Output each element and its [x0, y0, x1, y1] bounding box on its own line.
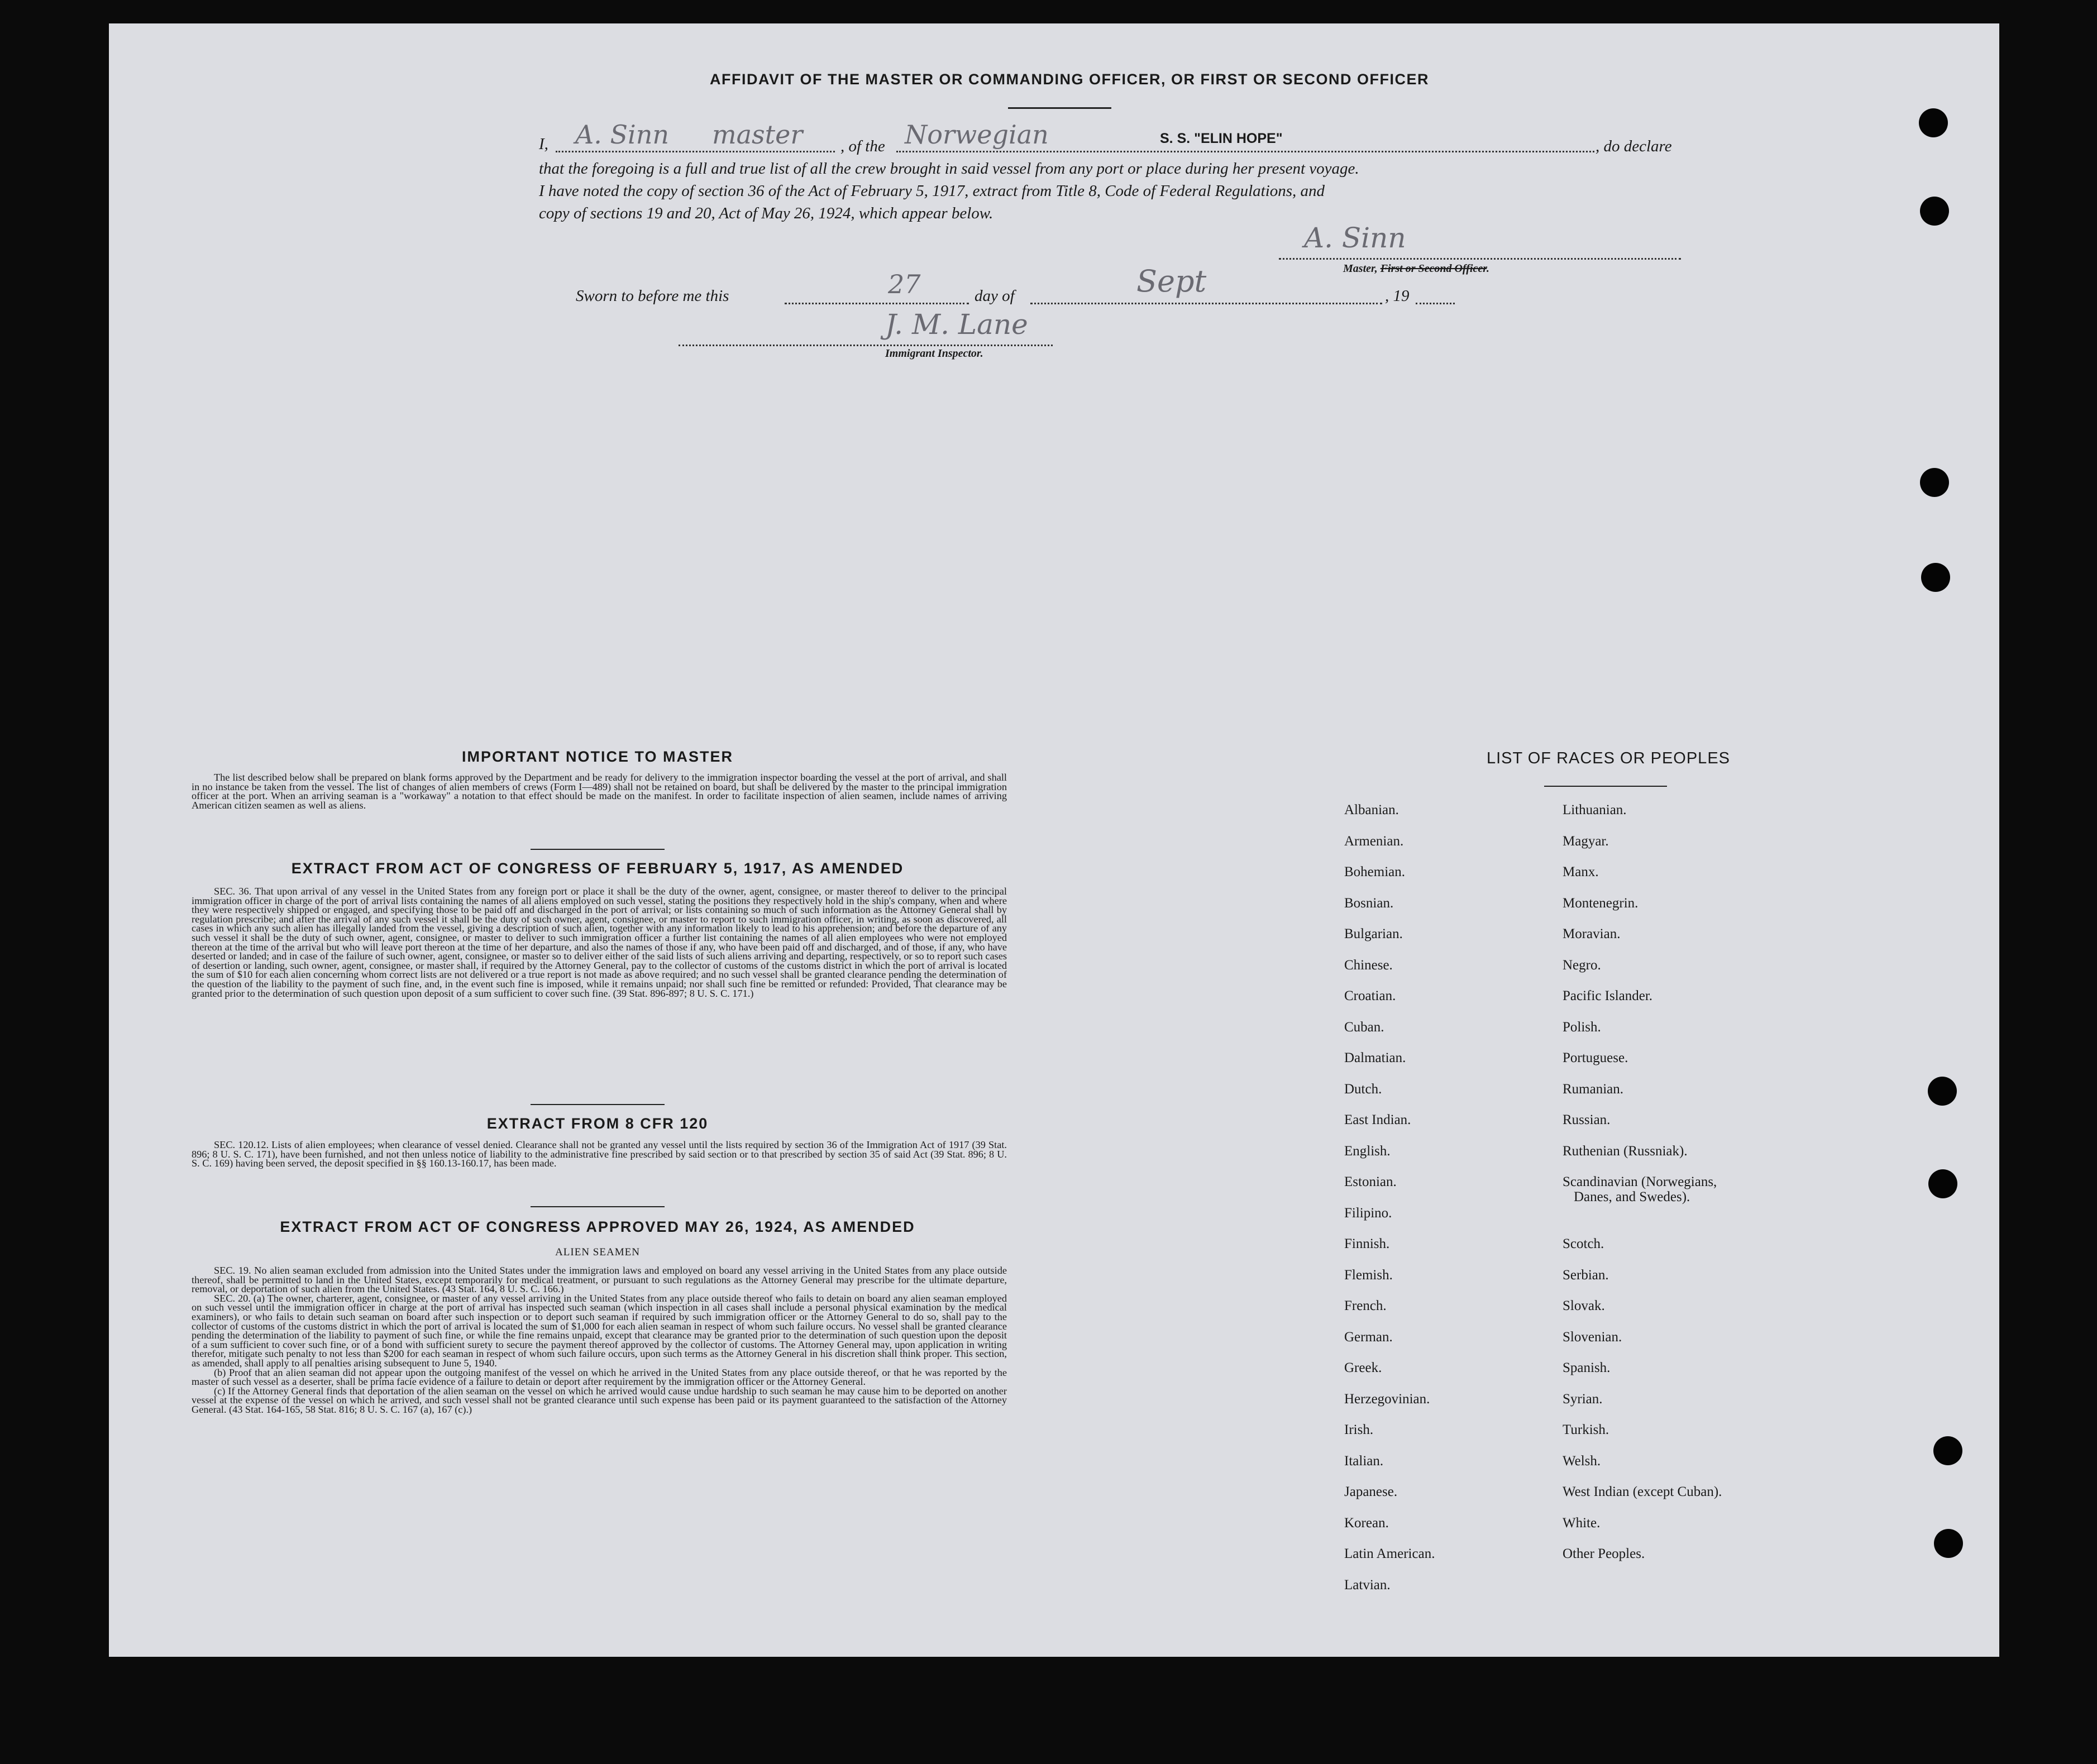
race-item: Scotch.	[1563, 1236, 1604, 1251]
race-item: English.	[1344, 1143, 1391, 1159]
race-item: Portuguese.	[1563, 1050, 1628, 1065]
sec-20b-paragraph: (b) Proof that an alien seaman did not appear upon the outgoing manifest of the vessel on which he arrived in the United States from any place outside thereof, or that he was reported by the master of such vessel as a deserter, shall be prima facie evidence of a failure to detain or deport after requirement by the immigration officer or the Attorney General.	[192, 1366, 1007, 1388]
notice-title: IMPORTANT NOTICE TO MASTER	[462, 748, 733, 765]
race-item: Lithuanian.	[1563, 802, 1627, 818]
race-item: Magyar.	[1563, 833, 1609, 849]
race-item: Italian.	[1344, 1453, 1384, 1469]
race-item: Serbian.	[1563, 1267, 1609, 1283]
handwritten-inspector-signature: J. M. Lane	[885, 308, 1028, 341]
race-item: Danes, and Swedes).	[1574, 1189, 1690, 1204]
race-item: Negro.	[1563, 957, 1601, 973]
race-item: Herzegovinian.	[1344, 1391, 1430, 1407]
race-item: Korean.	[1344, 1515, 1389, 1531]
race-item: Dalmatian.	[1344, 1050, 1406, 1065]
race-item: Cuban.	[1344, 1019, 1384, 1035]
race-item: Chinese.	[1344, 957, 1393, 973]
declaration-line-4: copy of sections 19 and 20, Act of May 26, 1924, which appear below.	[539, 204, 993, 222]
alien-seamen-subtitle: ALIEN SEAMEN	[555, 1246, 640, 1258]
race-item: Polish.	[1563, 1019, 1601, 1035]
races-column-1	[1344, 802, 1556, 1608]
extract-1917-title: EXTRACT FROM ACT OF CONGRESS OF FEBRUARY 5, 1917, AS AMENDED	[291, 860, 904, 877]
notice-text: The list described below shall be prepared on blank forms approved by the Department and be ready for delivery to the immigration inspector boarding the vessel at the port of arrival, and shall in no instance be taken from the vessel. The list of changes of alien members of crews (Form I—489) shall not be retained on board, but shall be delivered by the master to the principal immigration officer at the port. When an arriving seaman is a "workaway" a notation to that effect should be made on the manifest. In order to facilitate inspection of alien seamen, include names of arriving American citizen seamen as well as aliens.	[192, 772, 1007, 811]
caption-struck-officer: First or Second Officer	[1380, 262, 1487, 275]
handwritten-name: A. Sinn	[575, 119, 669, 150]
binder-hole	[1933, 1436, 1962, 1465]
race-item: Flemish.	[1344, 1267, 1393, 1283]
year-label: , 19	[1385, 287, 1410, 305]
declaration-line-2: that the foregoing is a full and true list of all the crew brought in said vessel from any port or place during her present voyage.	[539, 160, 1359, 178]
race-item: Filipino.	[1344, 1205, 1392, 1221]
paper-sheet	[109, 23, 1999, 1657]
handwritten-day: 27	[888, 269, 921, 299]
race-item: Slovenian.	[1563, 1329, 1622, 1345]
year-blank	[1416, 303, 1455, 304]
extract-1924-title: EXTRACT FROM ACT OF CONGRESS APPROVED MAY 26, 1924, AS AMENDED	[280, 1218, 915, 1235]
i-label: I,	[539, 135, 548, 153]
race-item: Bulgarian.	[1344, 926, 1403, 941]
binder-hole	[1920, 468, 1949, 497]
race-item: Greek.	[1344, 1360, 1382, 1375]
binder-hole	[1919, 108, 1948, 137]
of-the-label: , of the	[840, 137, 885, 155]
race-item: Other Peoples.	[1563, 1546, 1645, 1561]
race-item: Estonian.	[1344, 1174, 1397, 1189]
binder-hole	[1920, 197, 1949, 226]
binder-hole	[1928, 1169, 1957, 1198]
race-item: Ruthenian (Russniak).	[1563, 1143, 1688, 1159]
sec-20a-paragraph: SEC. 20. (a) The owner, charterer, agent, consignee, or master of any vessel arriving in the United States from any place outside thereof who fails to detain on board any alien seaman employed on such vessel until the immigration officer in charge at the port of arrival has inspected such seaman (which inspection in all cases shall include a personal physical examination by the medical examiners), or who fails to detain such seaman on board after such inspection or to deport such seaman if required by such immigration officer or the Attorney General to do so, shall pay to the collector of customs of the customs district in which the port of arrival is located the sum of $1,000 for each alien seaman in respect of whom such failure occurs. No vessel shall be granted clearance pending the determination of the liability to payment of such fine, or while the fine remains unpaid, except that clearance may be granted prior to the determination of such question upon the deposit of a sum sufficient to cover such fine, or of a bond with sufficient surety to secure the payment thereof approved by the collector of customs. The Attorney General may, upon application in writing therefor, mitigate such penalty to not less than $200 for each seaman in respect of whom such failure occurs, upon such terms as the Attorney General in his discretion shall think proper. This section, as amended, shall apply to all penalties arising subsequent to June 5, 1940.	[192, 1292, 1007, 1369]
race-item: Bosnian.	[1344, 895, 1394, 911]
nationality-blank	[896, 151, 1594, 152]
affidavit-title: AFFIDAVIT OF THE MASTER OR COMMANDING OFFICER, OR FIRST OR SECOND OFFICER	[710, 71, 1429, 88]
caption-master: Master,	[1343, 262, 1378, 275]
handwritten-month: Sept	[1136, 264, 1207, 299]
binder-hole	[1921, 563, 1950, 592]
race-item: Japanese.	[1344, 1484, 1398, 1499]
caption-period: .	[1486, 262, 1489, 275]
race-item: Scandinavian (Norwegians,	[1563, 1174, 1717, 1189]
handwritten-nationality: Norwegian	[905, 119, 1049, 150]
inspector-blank	[679, 345, 1053, 346]
signature-caption	[1343, 262, 1489, 275]
race-item: Spanish.	[1563, 1360, 1611, 1375]
handwritten-master-signature: A. Sinn	[1304, 222, 1406, 254]
ship-name: S. S. "ELIN HOPE"	[1158, 131, 1285, 147]
races-title: LIST OF RACES OR PEOPLES	[1486, 749, 1731, 767]
race-item: White.	[1563, 1515, 1601, 1531]
race-item: Croatian.	[1344, 988, 1396, 1003]
race-item: Finnish.	[1344, 1236, 1390, 1251]
race-item: Syrian.	[1563, 1391, 1603, 1407]
races-column-2	[1563, 802, 1819, 1577]
race-item: French.	[1344, 1298, 1387, 1313]
binder-hole	[1934, 1529, 1963, 1558]
race-item: German.	[1344, 1329, 1393, 1345]
race-item: Moravian.	[1563, 926, 1621, 941]
signature-blank	[1279, 258, 1681, 260]
race-item: Slovak.	[1563, 1298, 1605, 1313]
sec-20c-paragraph: (c) If the Attorney General finds that deportation of the alien seaman on the vessel on which he arrived would cause undue hardship to such seaman he may cause him to be deported on another vessel at the expense of the vessel on which he arrived, and such vessel shall not be granted clearance until such expense has been paid or its payment guaranteed to the satisfaction of the Attorney General. (43 Stat. 164-165, 58 Stat. 816; 8 U. S. C. 167 (a), 167 (c).)	[192, 1385, 1007, 1415]
race-item: Manx.	[1563, 864, 1599, 879]
day-blank	[785, 303, 969, 304]
name-blank	[556, 151, 835, 152]
month-blank	[1030, 303, 1382, 304]
race-item: Latin American.	[1344, 1546, 1435, 1561]
race-item: Rumanian.	[1563, 1081, 1624, 1097]
race-item: Montenegrin.	[1563, 895, 1639, 911]
divider-1	[531, 849, 665, 850]
race-item: Albanian.	[1344, 802, 1399, 818]
handwritten-rank: master	[712, 119, 803, 150]
extract-1924-body	[192, 1266, 1007, 1414]
sworn-label: Sworn to before me this	[576, 287, 729, 305]
day-of-label: day of	[975, 287, 1015, 305]
race-item: Irish.	[1344, 1422, 1374, 1437]
extract-8cfr-title: EXTRACT FROM 8 CFR 120	[486, 1115, 709, 1132]
sec-19-paragraph: SEC. 19. No alien seaman excluded from admission into the United States under the immigration laws and employed on board any vessel arriving in the United States from any place outside thereof, shall be permitted to land in the United States, except temporarily for medical treatment, or pursuant to such regulations as the Attorney General may prescribe for the ultimate departure, removal, or deportation of such alien from the United States. (43 Stat. 164, 8 U. S. C. 166.)	[192, 1265, 1007, 1295]
divider-3	[531, 1206, 665, 1207]
race-item: Pacific Islander.	[1563, 988, 1653, 1003]
race-item: Latvian.	[1344, 1577, 1391, 1593]
declaration-line-3: I have noted the copy of section 36 of the Act of February 5, 1917, extract from Title 8, Code of Federal Regulations, and	[539, 182, 1325, 200]
races-divider	[1544, 786, 1667, 787]
extract-1917-text: SEC. 36. That upon arrival of any vessel in the United States from any foreign port or place it shall be the duty of the owner, agent, consignee, or master thereof to deliver to the principal immigration officer in charge of the port of arrival lists containing the names of all aliens employed on such vessel, stating the positions they respectively hold in the ship's company, when and where they were respectively shipped or engaged, and specifying those to be paid off and discharged in the port of arrival; or lists containing so much of such information as the Attorney General shall by regulation prescribe; and after the arrival of any such vessel it shall be the duty of such owner, agent, consignee, or master to report to such immigration officer, in writing, as soon as discovered, all cases in which any such alien has illegally landed from the vessel, giving a description of such alien, together with any information likely to lead to his apprehension; and before the departure of any such vessel it shall be the duty of such owner, agent, consignee, or master to deliver to such immigration officer a further list containing the names of all alien employees who were not employed thereon at the time of the arrival but who will leave port thereon at the time of her departure, and also the names of those if any, who have been paid off and discharged, and of those, if any, who have deserted or landed; and in case of the failure of such owner, agent, consignee, or master so to deliver either of the said lists of such aliens arriving and departing, respectively, or so to report such cases of desertion or landing, such owner, agent, consignee, or master shall, if required by the Attorney General, pay to the collector of customs of the customs district in which the port of arrival is located the sum of $10 for each alien concerning whom correct lists are not delivered or a true report is not made as above required; and no such vessel shall be granted clearance pending the determination of the question of the liability to the payment of such fine, and, in the event such fine is imposed, while it remains unpaid; nor shall such fine be remitted or refunded: Provided, That clearance may be granted prior to the determination of such question upon deposit of a sum sufficient to cover such fine. (39 Stat. 896-897; 8 U. S. C. 171.)	[192, 886, 1007, 999]
binder-hole	[1928, 1077, 1957, 1106]
race-item: Dutch.	[1344, 1081, 1382, 1097]
inspector-label: Immigrant Inspector.	[885, 347, 983, 360]
race-item: Welsh.	[1563, 1453, 1601, 1469]
do-declare-label: , do declare	[1596, 137, 1672, 155]
race-item: Bohemian.	[1344, 864, 1406, 879]
race-item: Armenian.	[1344, 833, 1404, 849]
title-divider	[1008, 107, 1111, 109]
divider-2	[531, 1104, 665, 1105]
race-item: West Indian (except Cuban).	[1563, 1484, 1722, 1499]
race-item: Turkish.	[1563, 1422, 1609, 1437]
race-item: East Indian.	[1344, 1112, 1411, 1127]
extract-8cfr-text: SEC. 120.12. Lists of alien employees; when clearance of vessel denied. Clearance shall not be granted any vessel until the lists required by section 36 of the Immigration Act of 1917 (39 Stat. 896; 8 U. S. C. 171), have been furnished, and not then unless notice of liability to the administrative fine prescribed by said section or to that prescribed by section 35 of said Act (39 Stat. 896; 8 U. S. C. 169) having been served, the deposit specified in §§ 160.13-160.17, has been made.	[192, 1139, 1007, 1169]
race-item: Russian.	[1563, 1112, 1611, 1127]
